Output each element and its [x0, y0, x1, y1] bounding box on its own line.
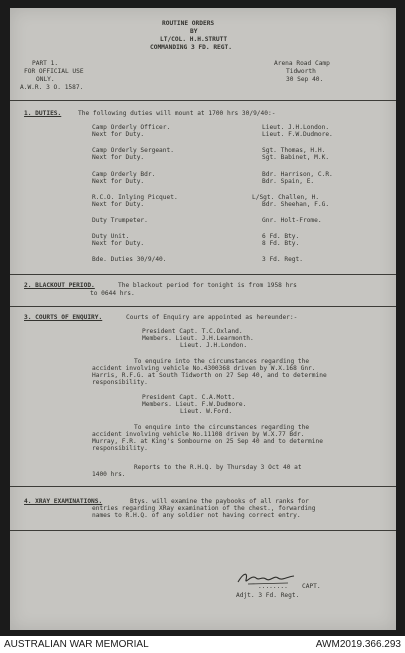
footer-bar: [0, 636, 405, 653]
duty-name: L/Sgt. Challen, H.: [252, 194, 320, 201]
divider: [10, 306, 396, 307]
court2-paragraph-line: To enquire into the circumstances regarding the: [134, 424, 310, 431]
duty-label: R.C.O. Inlying Picquet.: [92, 194, 178, 201]
divider: [10, 530, 396, 531]
title-line-2: BY: [190, 28, 198, 35]
divider: [10, 274, 396, 275]
divider: [10, 486, 396, 487]
duty-name: 3 Fd. Regt.: [262, 256, 303, 263]
report-line-2: 1400 hrs.: [92, 471, 126, 478]
duty-label: Camp Orderly Bdr.: [92, 171, 156, 178]
location-line-1: Arena Road Camp: [274, 60, 330, 67]
court1-president: President Capt. T.C.Oxland.: [142, 328, 243, 335]
signature-title: Adjt. 3 Fd. Regt.: [236, 592, 300, 599]
footer-source: AUSTRALIAN WAR MEMORIAL: [4, 639, 149, 650]
signature-rank: CAPT.: [302, 583, 321, 590]
duty-label: Duty Unit.: [92, 233, 130, 240]
location-line-2: Tidworth: [286, 68, 316, 75]
only-label: ONLY.: [36, 76, 55, 83]
duty-name: Lieut. F.W.Dudmore.: [262, 131, 333, 138]
section1-heading: 1. DUTIES.: [24, 110, 62, 117]
reference-number: A.W.R. 3 O. 1587.: [20, 84, 84, 91]
duty-name: Sgt. Thomas, H.H.: [262, 147, 326, 154]
duty-name: Bdr. Sheehan, F.G.: [262, 201, 330, 208]
document-page: [10, 8, 396, 630]
date-line: 30 Sep 40.: [286, 76, 324, 83]
duty-label: Duty Trumpeter.: [92, 217, 148, 224]
duty-name: 8 Fd. Bty.: [262, 240, 300, 247]
court1-paragraph-line: accident involving vehicle No.4300368 driven by W.X.168 Gnr.: [92, 365, 316, 372]
court2-president: President Capt. C.A.Mott.: [142, 394, 236, 401]
duty-name: Sgt. Babinet, M.K.: [262, 154, 330, 161]
divider: [10, 100, 396, 101]
section4-line-1: Btys. will examine the paybooks of all ranks for: [130, 498, 309, 505]
part-label: PART 1.: [32, 60, 59, 67]
duty-name: Bdr. Spain, E.: [262, 178, 315, 185]
signature-dots: ........: [258, 583, 288, 590]
section1-intro: The following duties will mount at 1700 hrs 30/9/40:-: [78, 110, 276, 117]
court1-paragraph-line: To enquire into the circumstances regarding the: [134, 358, 310, 365]
duty-name: Bdr. Harrison, C.R.: [262, 171, 333, 178]
duty-label: Next for Duty.: [92, 178, 145, 185]
court2-paragraph-line: Murray, F.R. at King's Sombourne on 25 Sep 40 and to determine: [92, 438, 323, 445]
footer-catalog-id: AWM2019.366.293: [315, 639, 401, 650]
section4-heading: 4. XRAY EXAMINATIONS.: [24, 498, 103, 505]
report-line-1: Reports to the R.H.Q. by Thursday 3 Oct 40 at: [134, 464, 302, 471]
duty-label: Next for Duty.: [92, 201, 145, 208]
duty-label: Next for Duty.: [92, 154, 145, 161]
section3-intro: Courts of Enquiry are appointed as hereunder:-: [126, 314, 298, 321]
section4-line-2: entries regarding XRay examination of the chest., forwarding: [92, 505, 316, 512]
duty-name: Gnr. Holt-Frome.: [262, 217, 322, 224]
section2-line-2: to 0644 hrs.: [90, 290, 135, 297]
section2-line-1: The blackout period for tonight is from 1958 hrs: [118, 282, 297, 289]
court2-member: Members. Lieut. F.W.Dudmore.: [142, 401, 247, 408]
section4-line-3: names to R.H.Q. of any soldier not having correct entry.: [92, 512, 301, 519]
title-line-3: LT/COL. H.H.STRUTT: [160, 36, 228, 43]
official-use-label: FOR OFFICIAL USE: [24, 68, 84, 75]
section3-heading: 3. COURTS OF ENQUIRY.: [24, 314, 103, 321]
duty-label: Camp Orderly Sergeant.: [92, 147, 174, 154]
duty-label: Bde. Duties 30/9/40.: [92, 256, 167, 263]
section2-heading: 2. BLACKOUT PERIOD.: [24, 282, 95, 289]
court1-member: Members. Lieut. J.H.Learmonth.: [142, 335, 254, 342]
duty-name: 6 Fd. Bty.: [262, 233, 300, 240]
court2-member: Lieut. W.Ford.: [180, 408, 233, 415]
court1-member: Lieut. J.H.London.: [180, 342, 248, 349]
court1-paragraph-line: Harris, R.F.G. at South Tidworth on 27 Sep 40, and to determine: [92, 372, 327, 379]
court2-paragraph-line: responsibility.: [92, 445, 148, 452]
court2-paragraph-line: accident involving vehicle No.11108 driven by W.X.77 Bdr.: [92, 431, 305, 438]
title-line-4: COMMANDING 3 FD. REGT.: [150, 44, 232, 51]
duty-label: Next for Duty.: [92, 131, 145, 138]
duty-label: Camp Orderly Officer.: [92, 124, 171, 131]
court1-paragraph-line: responsibility.: [92, 379, 148, 386]
duty-label: Next for Duty.: [92, 240, 145, 247]
title-line-1: ROUTINE ORDERS: [162, 20, 215, 27]
duty-name: Lieut. J.H.London.: [262, 124, 330, 131]
